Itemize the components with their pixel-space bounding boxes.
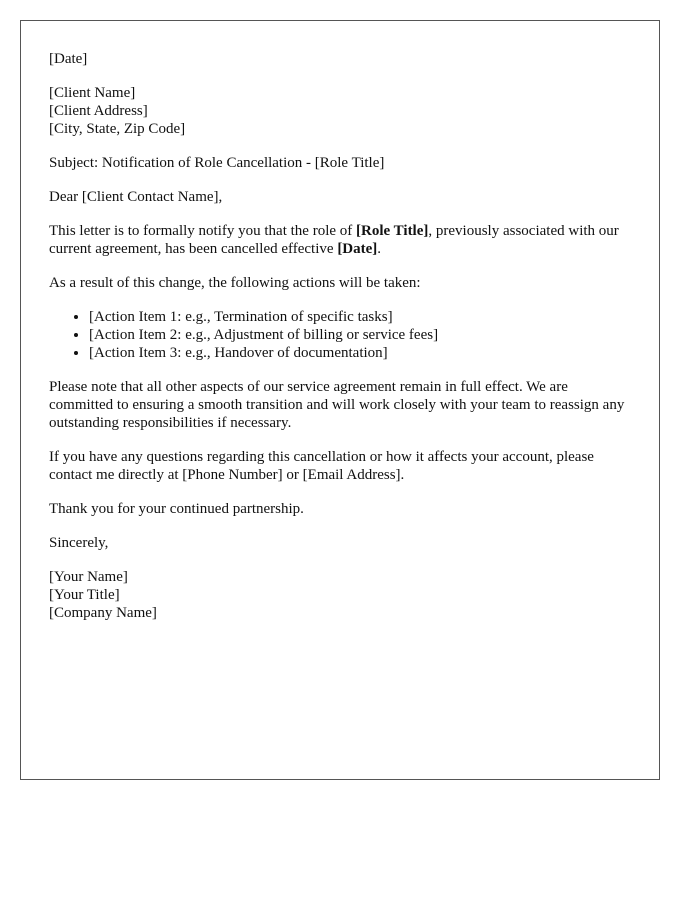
thanks-line: Thank you for your continued partnership. xyxy=(49,501,304,517)
recipient-city-state-zip: [City, State, Zip Code] xyxy=(49,121,186,137)
action-item: • [Action Item 2: e.g., Adjustment of billing or service fees] xyxy=(89,326,631,344)
action-items-list xyxy=(49,308,631,362)
sender-company: [Company Name] xyxy=(49,605,157,621)
recipient-address: [Client Address] xyxy=(49,103,148,119)
actions-intro: As a result of this change, the following actions will be taken: xyxy=(49,275,421,291)
letter-date: [Date] xyxy=(49,51,88,67)
intro-text-part3: . xyxy=(377,241,382,257)
sender-name: [Your Name] xyxy=(49,569,128,585)
intro-paragraph xyxy=(49,222,631,258)
letter-page xyxy=(20,20,660,780)
recipient-name: [Client Name] xyxy=(49,85,136,101)
letter-subject: Subject: Notification of Role Cancellation - [Role Title] xyxy=(49,155,385,171)
letter-salutation: Dear [Client Contact Name], xyxy=(49,189,223,205)
sender-title: [Your Title] xyxy=(49,587,120,603)
action-item: • [Action Item 3: e.g., Handover of documentation] xyxy=(89,344,631,362)
intro-text-part2: , previously associated with our current agreement, has been cancelled effective xyxy=(49,223,619,257)
intro-role-title: [Role Title] xyxy=(356,223,429,239)
recipient-address-block xyxy=(49,84,631,138)
closing-line: Sincerely, xyxy=(49,535,109,551)
action-item: • [Action Item 1: e.g., Termination of specific tasks] xyxy=(89,308,631,326)
intro-text-part1: This letter is to formally notify you that the role of xyxy=(49,223,357,239)
signature-block xyxy=(49,568,631,622)
agreement-paragraph: Please note that all other aspects of our service agreement remain in full effect. We are committed to ensuring a smooth transition and will work closely with your team to reassign any outstanding responsibilities if necessary. xyxy=(49,379,625,431)
contact-paragraph: If you have any questions regarding this cancellation or how it affects your account, please contact me directly at [Phone Number] or [Email Address]. xyxy=(49,449,594,483)
intro-effective-date: [Date] xyxy=(337,241,378,257)
